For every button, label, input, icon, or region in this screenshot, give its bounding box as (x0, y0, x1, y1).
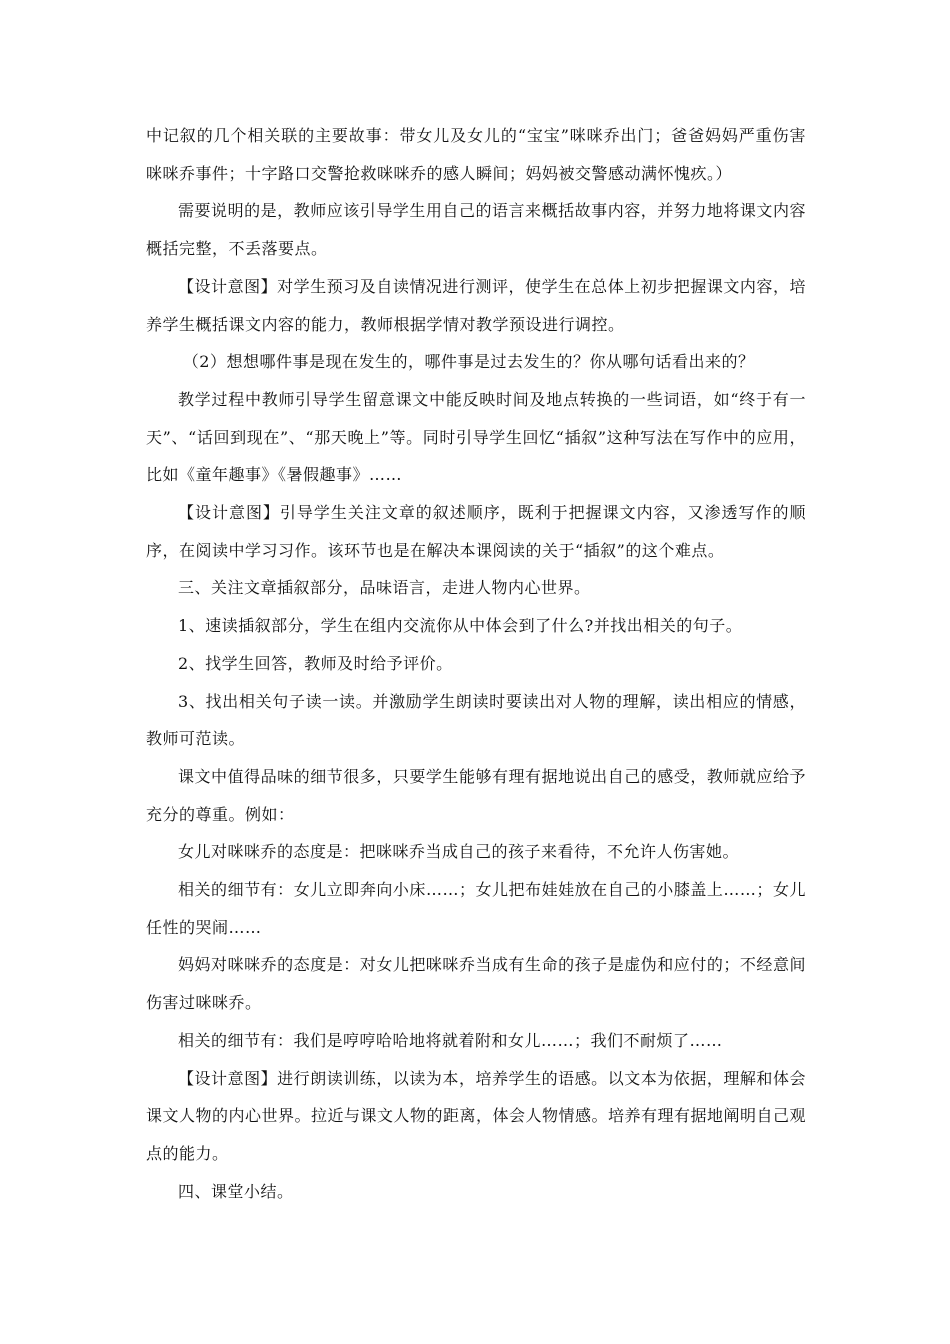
section-heading-3: 三、关注文章插叙部分，品味语言，走进人物内心世界。 (178, 578, 591, 598)
document-body (146, 117, 806, 1210)
paragraph-design-intent-3: 【设计意图】进行朗读训练，以读为本，培养学生的语感。以文本为依据，理解和体会课文人物的内心世界。拉近与课文人物的距离，体会人物情感。培养有理有据地阐明自己观点的能力。 (146, 1068, 807, 1163)
paragraph-daughter-attitude: 女儿对咪咪乔的态度是：把咪咪乔当成自己的孩子来看待，不允许人伤害她。 (178, 842, 740, 862)
paragraph-mother-details: 相关的细节有：我们是哼哼哈哈地将就着附和女儿……；我们不耐烦了…… (178, 1030, 723, 1050)
paragraph-mother-attitude: 妈妈对咪咪乔的态度是：对女儿把咪咪乔当成有生命的孩子是虚伪和应付的；不经意间伤害过咪咪乔。 (146, 955, 806, 1013)
paragraph-story-summary: 中记叙的几个相关联的主要故事：带女儿及女儿的“宝宝”咪咪乔出门；爸爸妈妈严重伤害咪咪乔事件；十字路口交警抢救咪咪乔的感人瞬间；妈妈被交警感动满怀愧疚。） (146, 126, 806, 183)
paragraph-question-2: （2）想想哪件事是现在发生的，哪件事是过去发生的？你从哪句话看出来的？ (182, 352, 755, 372)
section-heading-4: 四、课堂小结。 (178, 1181, 294, 1201)
paragraph-note: 需要说明的是，教师应该引导学生用自己的语言来概括故事内容，并努力地将课文内容概括完整，不丢落要点。 (146, 201, 806, 259)
list-item-3: 3、找出相关句子读一读。并激励学生朗读时要读出对人物的理解，读出相应的情感，教师可范读。 (146, 691, 806, 749)
list-item-2: 2、找学生回答，教师及时给予评价。 (178, 653, 453, 673)
paragraph-details-intro: 课文中值得品味的细节很多，只要学生能够有理有据地说出自己的感受，教师就应给予充分的尊重。例如： (146, 766, 806, 824)
list-item-1: 1、速读插叙部分，学生在组内交流你从中体会到了什么?并找出相关的句子。 (178, 616, 743, 636)
paragraph-teaching-process: 教学过程中教师引导学生留意课文中能反映时间及地点转换的一些词语，如“终于有一天”、“话回到现在”、“那天晚上”等。同时引导学生回忆“插叙”这种写法在写作中的应用，比如《童年趣事》《暑假趣事》…… (146, 389, 806, 485)
paragraph-design-intent-1: 【设计意图】对学生预习及自读情况进行测评，使学生在总体上初步把握课文内容，培养学生概括课文内容的能力，教师根据学情对教学预设进行调控。 (146, 276, 806, 334)
paragraph-design-intent-2: 【设计意图】引导学生关注文章的叙述顺序，既利于把握课文内容，又渗透写作的顺序，在阅读中学习习作。该环节也是在解决本课阅读的关于“插叙”的这个难点。 (146, 503, 806, 560)
paragraph-daughter-details: 相关的细节有：女儿立即奔向小床……；女儿把布娃娃放在自己的小膝盖上……；女儿任性的哭闹…… (146, 880, 806, 937)
